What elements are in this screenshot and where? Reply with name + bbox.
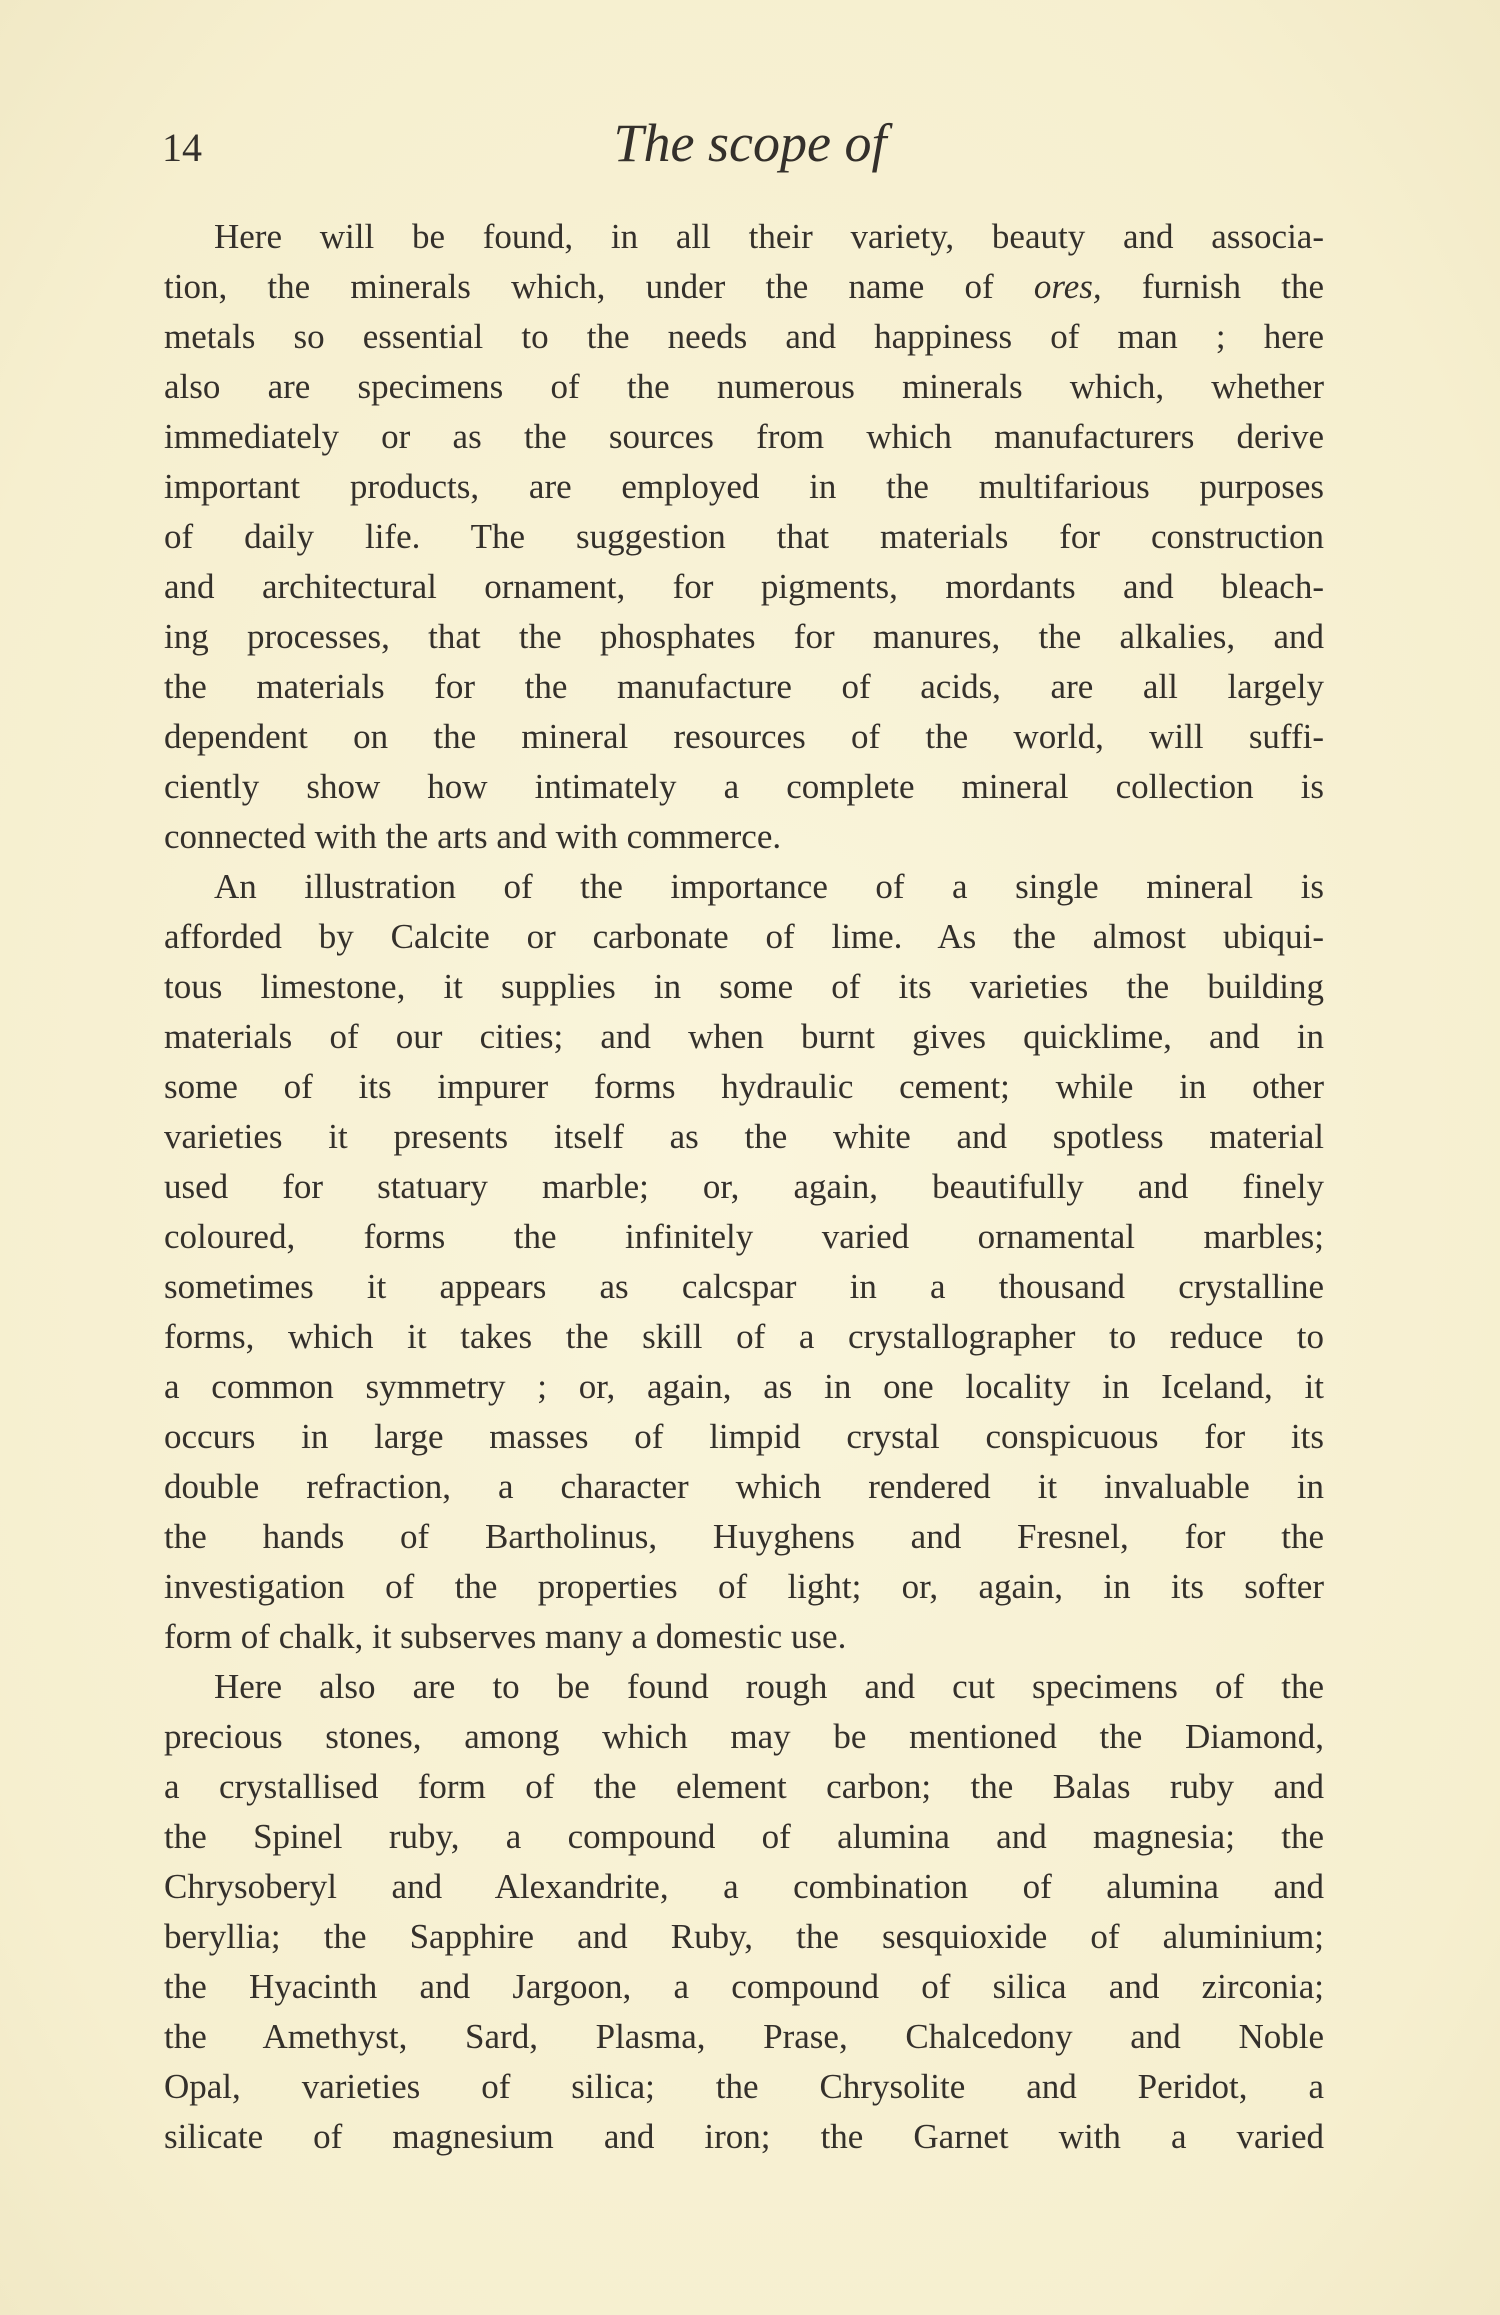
text-line — [164, 262, 1324, 312]
text-line: occurs in large masses of limpid crystal conspicuous for its — [164, 1417, 1324, 1456]
text-line: a common symmetry ; or, again, as in one locality in Iceland, it — [164, 1367, 1324, 1406]
text-line: afforded by Calcite or carbonate of lime. As the almost ubiqui- — [164, 917, 1324, 956]
text-line: tous limestone, it supplies in some of its varieties the building — [164, 967, 1324, 1006]
text-line: forms, which it takes the skill of a crystallographer to reduce to — [164, 1317, 1324, 1356]
text-line: the hands of Bartholinus, Huyghens and Fresnel, for the — [164, 1517, 1324, 1556]
text-line: Chrysoberyl and Alexandrite, a combination of alumina and — [164, 1867, 1324, 1906]
text-line: and architectural ornament, for pigments, mordants and bleach- — [164, 567, 1324, 606]
text-line: coloured, forms the infinitely varied ornamental marbles; — [164, 1217, 1324, 1256]
text-line: the materials for the manufacture of acids, are all largely — [164, 667, 1324, 706]
text-line: the Spinel ruby, a compound of alumina and magnesia; the — [164, 1817, 1324, 1856]
text-line: also are specimens of the numerous minerals which, whether — [164, 367, 1324, 406]
text-line: immediately or as the sources from which manufacturers derive — [164, 417, 1324, 456]
text-line: investigation of the properties of light; or, again, in its softer — [164, 1567, 1324, 1606]
text-line: the Hyacinth and Jargoon, a compound of silica and zirconia; — [164, 1967, 1324, 2006]
text-line: ciently show how intimately a complete mineral collection is — [164, 767, 1324, 806]
text-line: ing processes, that the phosphates for manures, the alkalies, and — [164, 617, 1324, 656]
text-line: form of chalk, it subserves many a domestic use. — [164, 1617, 847, 1656]
text-line: Here also are to be found rough and cut specimens of the — [214, 1667, 1324, 1706]
text-line: important products, are employed in the multifarious purposes — [164, 467, 1324, 506]
text-line: connected with the arts and with commerce. — [164, 817, 782, 856]
page-number: 14 — [162, 125, 202, 170]
text-line: Opal, varieties of silica; the Chrysolite and Peridot, a — [164, 2067, 1324, 2106]
text-line: silicate of magnesium and iron; the Garnet with a varied — [164, 2117, 1324, 2156]
text-line: beryllia; the Sapphire and Ruby, the sesquioxide of aluminium; — [164, 1917, 1324, 1956]
text-line: metals so essential to the needs and happiness of man ; here — [164, 317, 1324, 356]
text-line: used for statuary marble; or, again, beautifully and finely — [164, 1167, 1324, 1206]
italic-term: ores, — [1033, 267, 1102, 306]
text-line: the Amethyst, Sard, Plasma, Prase, Chalcedony and Noble — [164, 2017, 1324, 2056]
text-line: varieties it presents itself as the white and spotless material — [164, 1117, 1324, 1156]
text-line: sometimes it appears as calcspar in a thousand crystalline — [164, 1267, 1324, 1306]
text-line: dependent on the mineral resources of the world, will suffi- — [164, 717, 1324, 756]
text-line: double refraction, a character which rendered it invaluable in — [164, 1467, 1324, 1506]
text-line: of daily life. The suggestion that materials for construction — [164, 517, 1324, 556]
text-line: Here will be found, in all their variety, beauty and associa- — [214, 217, 1324, 256]
text-line: some of its impurer forms hydraulic cement; while in other — [164, 1067, 1324, 1106]
text-line: precious stones, among which may be mentioned the Diamond, — [164, 1717, 1324, 1756]
text-line: a crystallised form of the element carbon; the Balas ruby and — [164, 1767, 1324, 1806]
running-title: The scope of — [613, 113, 887, 173]
text-line: An illustration of the importance of a single mineral is — [214, 867, 1324, 906]
text-span: tion, the minerals which, under the name of — [164, 267, 1034, 306]
text-span: furnish the — [1101, 267, 1324, 306]
text-line: materials of our cities; and when burnt gives quicklime, and in — [164, 1017, 1324, 1056]
body-text — [164, 212, 1324, 2162]
